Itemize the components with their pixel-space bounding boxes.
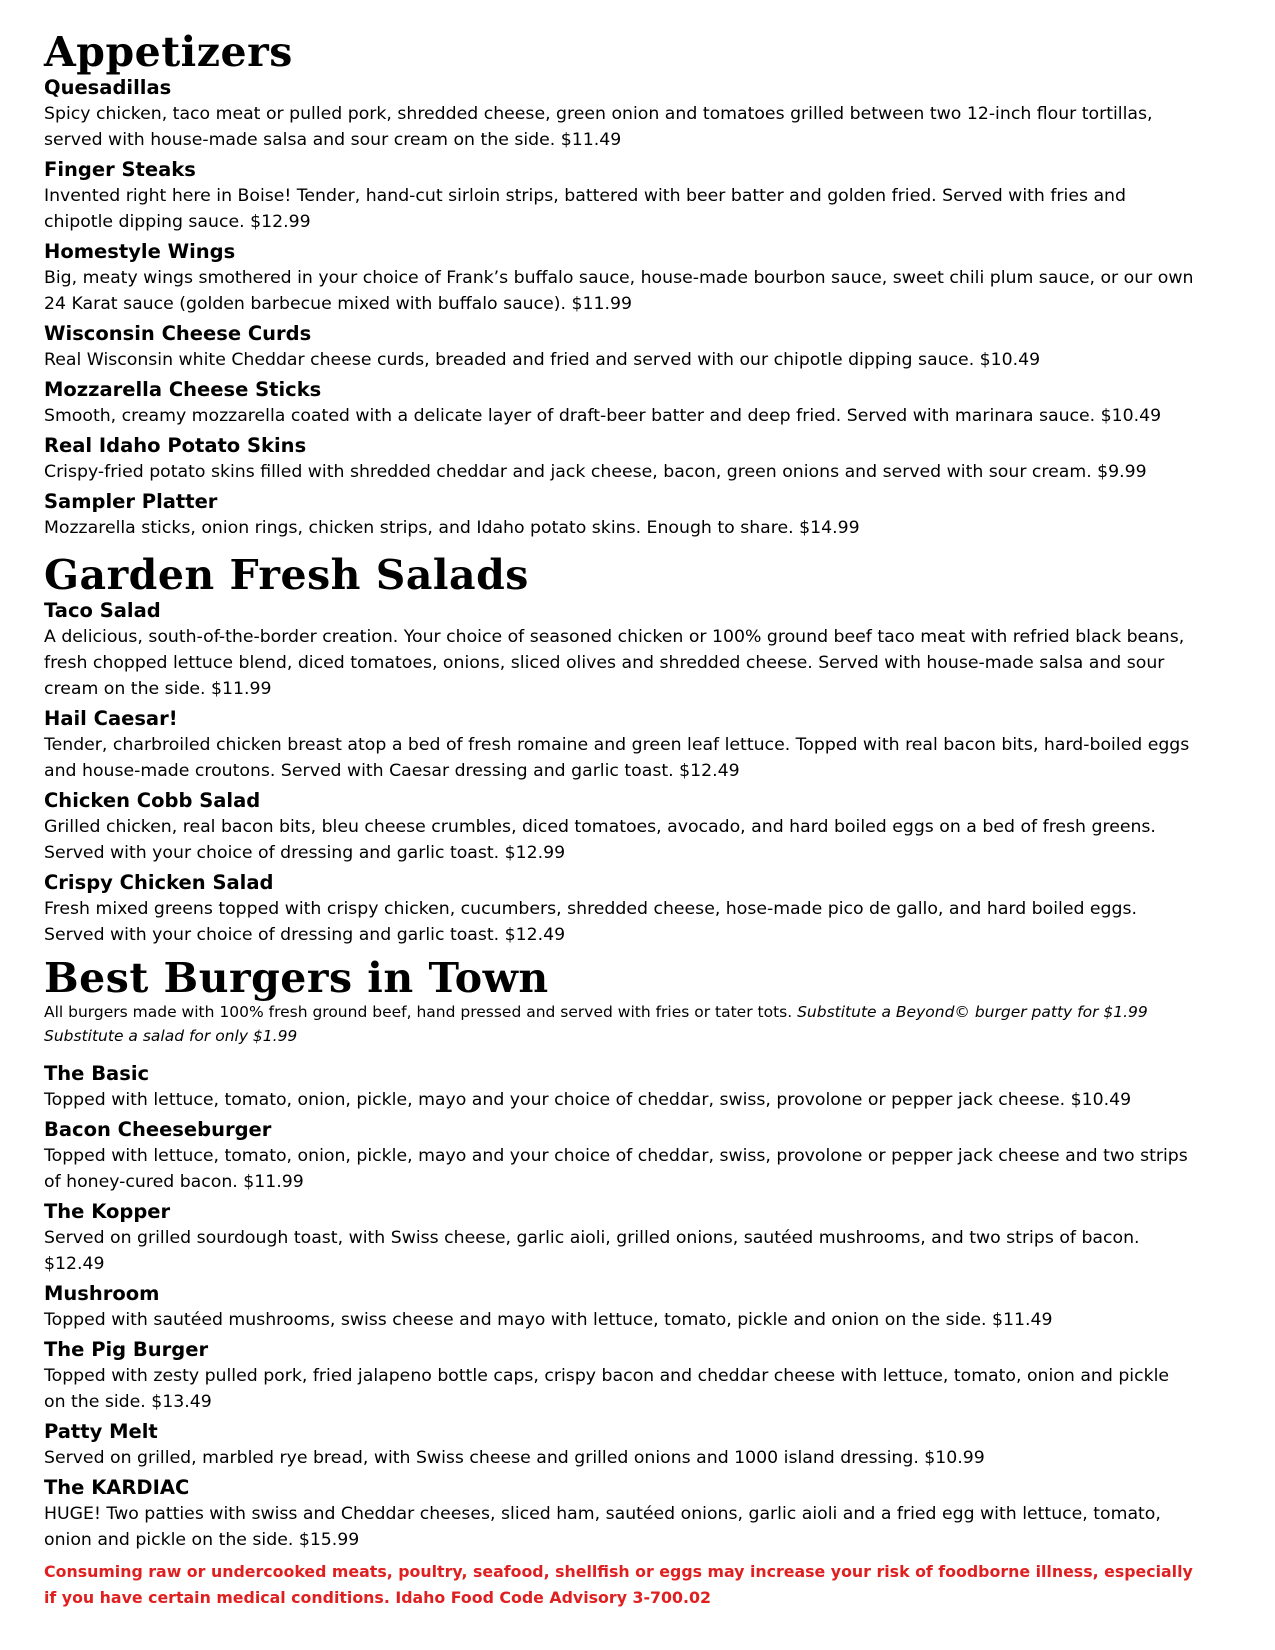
food-safety-advisory: Consuming raw or undercooked meats, poultry, seafood, shellfish or eggs may increase your risk of foodborne illness, especially if you have certain medical conditions. Idaho Food Code Advisory 3-700.02 [44,1562,1193,1607]
menu-item [44,1336,1195,1415]
item-name: Patty Melt [44,1420,158,1443]
item-description: Crispy-fried potato skins filled with shredded cheddar and jack cheese, bacon, green onions and served with sour cream. $9.99 [44,462,1147,482]
item-name: The Basic [44,1062,150,1085]
item-name: Homestyle Wings [44,240,236,263]
item-name: Mushroom [44,1282,160,1305]
menu-item [44,376,1195,429]
item-description: A delicious, south-of-the-border creation. Your choice of seasoned chicken or 100% ground beef taco meat with refried black beans, fresh chopped lettuce blend, diced tomatoes, onions, sliced olives and shredded cheese. Served with house-made salsa and sour cream on the side. $11.99 [44,627,1185,699]
menu-item [44,1060,1195,1113]
menu-item [44,156,1195,235]
menu-item [44,787,1195,866]
section-title-salads: Garden Fresh Salads [44,551,529,599]
item-name: The Kopper [44,1200,171,1223]
menu-item [44,1280,1195,1333]
item-name: Bacon Cheeseburger [44,1118,272,1141]
menu-item [44,705,1195,784]
item-description: Served on grilled sourdough toast, with Swiss cheese, garlic aioli, grilled onions, sautéed mushrooms, and two strips of bacon. $12.49 [44,1228,1140,1274]
item-description: HUGE! Two patties with swiss and Cheddar cheeses, sliced ham, sautéed onions, garlic aioli and a fried egg with lettuce, tomato, onion and pickle on the side. $15.99 [44,1504,1161,1550]
item-name: Taco Salad [44,599,161,622]
section-title-appetizers: Appetizers [44,28,293,76]
item-name: Real Idaho Potato Skins [44,434,307,457]
item-description: Mozzarella sticks, onion rings, chicken strips, and Idaho potato skins. Enough to share. $14.99 [44,518,860,538]
item-description: Topped with lettuce, tomato, onion, pickle, mayo and your choice of cheddar, swiss, provolone or pepper jack cheese. $10.49 [44,1090,1132,1110]
burgers-substitution-note: Substitute a Beyond© burger patty for $1.99 Substitute a salad for only $1.99 [44,1003,1148,1045]
item-description: Invented right here in Boise! Tender, hand-cut sirloin strips, battered with beer batter and golden fried. Served with fries and chipotle dipping sauce. $12.99 [44,186,1126,232]
item-description: Topped with lettuce, tomato, onion, pickle, mayo and your choice of cheddar, swiss, provolone or pepper jack cheese and two strips of honey-cured bacon. $11.99 [44,1146,1188,1192]
menu-item [44,1474,1195,1553]
section-title-burgers: Best Burgers in Town [44,954,549,1002]
menu-item [44,869,1195,948]
menu-item [44,74,1195,153]
item-name: Finger Steaks [44,158,196,181]
item-name: Chicken Cobb Salad [44,789,261,812]
burgers-intro-text: All burgers made with 100% fresh ground beef, hand pressed and served with fries or tater tots. [44,1003,798,1021]
item-name: Wisconsin Cheese Curds [44,322,312,345]
menu-item [44,432,1195,485]
menu-item [44,488,1195,541]
item-description: Grilled chicken, real bacon bits, bleu cheese crumbles, diced tomatoes, avocado, and hard boiled eggs on a bed of fresh greens. Served with your choice of dressing and garlic toast. $12.99 [44,817,1156,863]
salads-section [44,553,1195,948]
item-name: Sampler Platter [44,490,218,513]
item-description: Spicy chicken, taco meat or pulled pork, shredded cheese, green onion and tomatoes grilled between two 12-inch flour tortillas, served with house-made salsa and sour cream on the side. $11.49 [44,104,1153,150]
menu-item [44,238,1195,317]
item-description: Served on grilled, marbled rye bread, with Swiss cheese and grilled onions and 1000 island dressing. $10.99 [44,1448,985,1468]
item-name: The Pig Burger [44,1338,209,1361]
item-name: Mozzarella Cheese Sticks [44,378,322,401]
item-description: Real Wisconsin white Cheddar cheese curds, breaded and fried and served with our chipotle dipping sauce. $10.49 [44,350,1041,370]
item-description: Fresh mixed greens topped with crispy chicken, cucumbers, shredded cheese, hose-made pico de gallo, and hard boiled eggs. Served with your choice of dressing and garlic toast. $12.49 [44,899,1137,945]
item-description: Tender, charbroiled chicken breast atop a bed of fresh romaine and green leaf lettuce. Topped with real bacon bits, hard-boiled eggs and house-made croutons. Served with Caesar dressing and garlic toast. $12.49 [44,735,1190,781]
item-description: Smooth, creamy mozzarella coated with a delicate layer of draft-beer batter and deep fried. Served with marinara sauce. $10.49 [44,406,1162,426]
menu-item [44,597,1195,702]
item-name: Quesadillas [44,76,172,99]
burgers-section [44,956,1195,1553]
item-name: Crispy Chicken Salad [44,871,274,894]
item-name: The KARDIAC [44,1476,190,1499]
item-description: Topped with zesty pulled pork, fried jalapeno bottle caps, crispy bacon and cheddar cheese with lettuce, tomato, onion and pickle on the side. $13.49 [44,1366,1170,1412]
item-name: Hail Caesar! [44,707,178,730]
item-description: Big, meaty wings smothered in your choice of Frank’s buffalo sauce, house-made bourbon sauce, sweet chili plum sauce, or our own 24 Karat sauce (golden barbecue mixed with buffalo sauce). $11.99 [44,268,1194,314]
item-description: Topped with sautéed mushrooms, swiss cheese and mayo with lettuce, tomato, pickle and onion on the side. $11.49 [44,1310,1053,1330]
menu-item [44,1418,1195,1471]
menu-item [44,1198,1195,1277]
menu-item [44,320,1195,373]
burgers-intro [44,1000,1195,1048]
menu-item [44,1116,1195,1195]
appetizers-section [44,30,1195,541]
